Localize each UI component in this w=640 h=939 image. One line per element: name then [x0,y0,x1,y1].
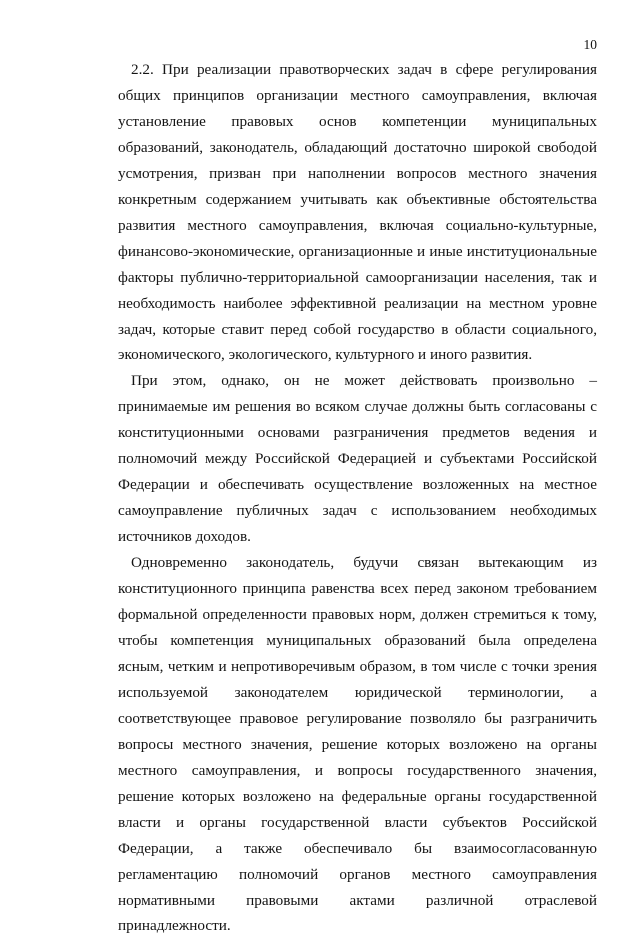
page-number: 10 [583,37,597,52]
paragraph-competence-principles: 2.2. При реализации правотворческих задач в сфере регулирования общих принципов организации местного самоуправления, включая установление правовых основ компетенции муниципальных образований, законодатель, обладающий достаточно широкой свободой усмотрения, призван при наполнении вопросов местного значения конкретным содержанием учитывать как объективные обстоятельства развития местного самоуправления, включая социально-культурные, финансово-экономические, организационные и иные институциональные факторы публично-территориальной самоорганизации населения, так и необходимость наиболее эффективной реализации на местном уровне задач, которые ставит перед собой государство в области социального, экономического, экологического, культурного и иного развития. [118,61,597,364]
document-body [118,57,597,939]
paragraph-constitutional-limits: При этом, однако, он не может действовать произвольно – принимаемые им решения во всяком случае должны быть согласованы с конституционными основами разграничения предметов ведения и полномочий между Российской Федерацией и субъектами Российской Федерации и обеспечивать осуществление возложенных на местное самоуправление публичных задач с использованием необходимых источников доходов. [118,372,597,546]
paragraph-legal-certainty: Одновременно законодатель, будучи связан вытекающим из конституционного принципа равенства всех перед законом требованием формальной определенности правовых норм, должен стремиться к тому, чтобы компетенция муниципальных образований была определена ясным, четким и непротиворечивым образом, в том числе с точки зрения используемой законодателем юридической терминологии, а соответствующее правовое регулирование позволяло бы разграничить вопросы местного значения, решение которых возложено на органы местного самоуправления, и вопросы государственного значения, решение которых возложено на федеральные органы государственной власти и органы государственной власти субъектов Российской Федерации, а также обеспечивало бы взаимосогласованную регламентацию полномочий органов местного самоуправления нормативными правовыми актами различной отраслевой принадлежности. [118,554,597,935]
